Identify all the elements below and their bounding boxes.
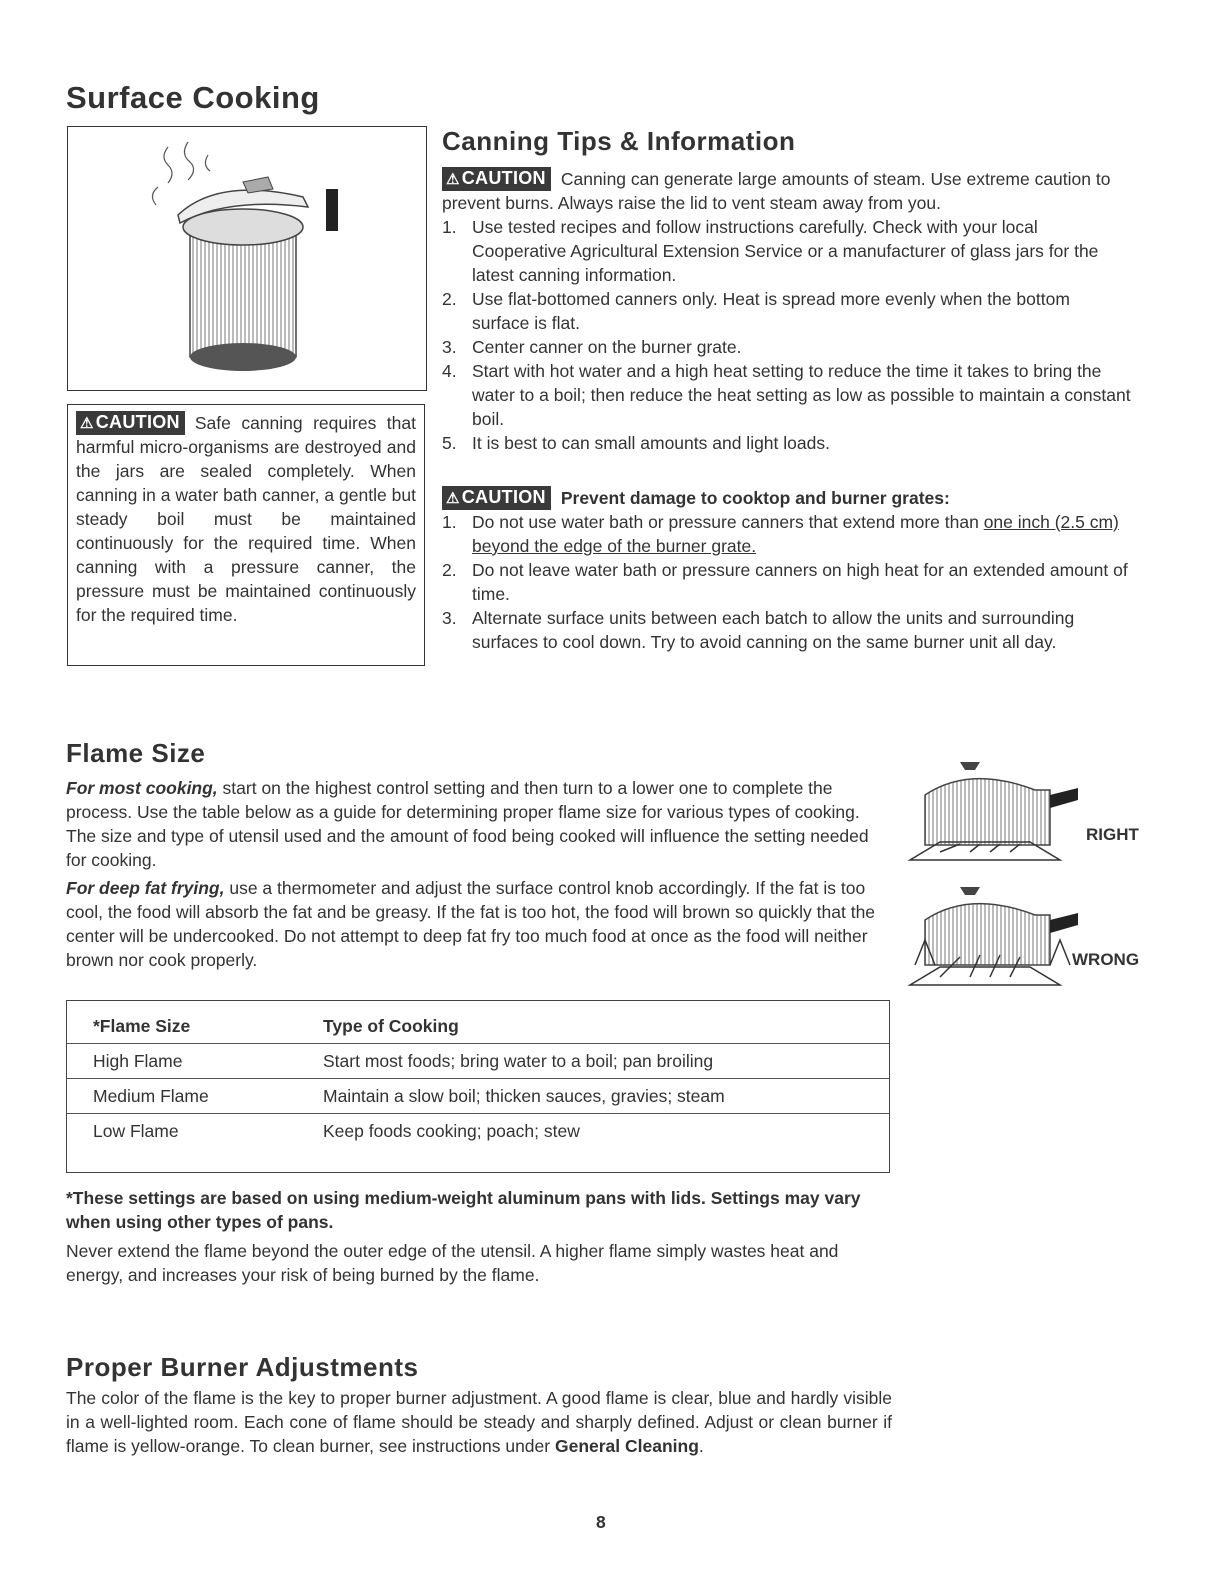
warning-icon: ⚠	[446, 490, 460, 507]
list-text: It is best to can small amounts and light loads.	[472, 433, 830, 453]
sidebar-caution-box	[67, 404, 425, 666]
damage-caution-heading	[442, 486, 1132, 510]
list-item	[442, 335, 1132, 359]
list-item	[442, 510, 1132, 558]
warning-icon: ⚠	[80, 415, 94, 432]
flame-never-text: Never extend the flame beyond the outer edge of the utensil. A higher flame simply wastes heat and energy, and increases your risk of being burned by the flame.	[66, 1241, 839, 1285]
wrong-flame-pan-illustration	[900, 885, 1080, 995]
canner-pot-illustration	[68, 127, 426, 390]
table-row	[67, 1079, 889, 1114]
list-text: Do not use water bath or pressure canners that extend more than	[472, 512, 984, 532]
list-item	[442, 287, 1132, 335]
flame-footnote: *These settings are based on using medium-weight aluminum pans with lids. Settings may vary when using other types of pans.	[66, 1188, 861, 1232]
list-item	[442, 431, 1132, 455]
flame-paragraph-2	[66, 876, 892, 972]
paragraph-lead: For most cooking,	[66, 778, 218, 798]
burner-text	[66, 1386, 892, 1458]
caution-label: CAUTION	[95, 412, 180, 432]
general-cleaning-ref: General Cleaning	[554, 1436, 699, 1456]
table-cell: Medium Flame	[67, 1079, 323, 1114]
caution-label: CAUTION	[461, 487, 546, 507]
table-header-row	[67, 1009, 889, 1044]
damage-list	[442, 510, 1132, 654]
caution-badge	[442, 486, 551, 510]
list-item	[442, 215, 1132, 287]
list-text: Alternate surface units between each batch to allow the units and surrounding surfaces to cool down. Try to avoid canning on the same burner unit all day.	[472, 608, 1075, 652]
list-text: Start with hot water and a high heat setting to reduce the time it takes to bring the water to a boil; then reduce the heat setting as low as possible to maintain a constant boil.	[472, 361, 1131, 429]
caution-label: CAUTION	[461, 168, 546, 188]
warning-icon: ⚠	[446, 171, 460, 188]
caution-badge	[442, 167, 551, 191]
sidebar-caution-text: Safe canning requires that harmful micro-organisms are destroyed and the jars are sealed completely. When canning in a water bath canner, a gentle but steady boil must be maintained continuously for the required time. When canning with a pressure canner, the pressure must be maintained continuously for the required time.	[76, 413, 416, 625]
flame-size-text	[66, 776, 892, 972]
damage-caution-block	[442, 486, 1132, 654]
table-cell: Start most foods; bring water to a boil; pan broiling	[323, 1044, 889, 1079]
canning-intro	[442, 167, 1132, 215]
damage-caution-text: Prevent damage to cooktop and burner grates:	[560, 488, 950, 508]
paragraph-text: start on the highest control setting and then turn to a lower one to complete the process. Use the table below as a guide for determining proper flame size for various types of cooking. The size and type of utensil used and the amount of food being cooked will influence the setting needed for cooking.	[66, 778, 869, 870]
burner-paragraph: The color of the flame is the key to proper burner adjustment. A good flame is clear, blue and hardly visible in a well-lighted room. Each cone of flame should be steady and sharply defined. Adjust or clean burner if flame is yellow-orange. To clean burner, see instructions under	[66, 1388, 892, 1456]
page-title: Surface Cooking	[66, 80, 320, 115]
table-row	[67, 1044, 889, 1079]
list-number: 3.	[442, 608, 457, 628]
list-item	[442, 558, 1132, 606]
list-text: Use flat-bottomed canners only. Heat is spread more evenly when the bottom surface is flat.	[472, 289, 1070, 333]
list-number: 3.	[442, 337, 457, 357]
list-text-underlined: one inch (2.5 cm) beyond the edge of the burner grate.	[472, 512, 1119, 556]
list-text: Do not leave water bath or pressure canners on high heat for an extended amount of time.	[472, 560, 1128, 604]
paragraph-text: use a thermometer and adjust the surface control knob accordingly. If the fat is too cool, the food will absorb the fat and be greasy. If the fat is too hot, the food will brown so quickly that the center will be undercooked. Do not attempt to deep fat fry too much food at once as the food will neither brown nor cook properly.	[66, 878, 876, 970]
list-number: 1.	[442, 512, 457, 532]
canning-intro-text: Canning can generate large amounts of steam. Use extreme caution to prevent burns. Always raise the lid to vent steam away from you.	[442, 169, 1111, 213]
paragraph-lead: For deep fat frying,	[66, 878, 225, 898]
canning-tips-block	[442, 167, 1132, 455]
wrong-label: WRONG	[1072, 950, 1140, 969]
right-label: RIGHT	[1086, 825, 1139, 844]
list-number: 5.	[442, 433, 457, 453]
table-header: *Flame Size	[67, 1009, 323, 1044]
table-cell: Maintain a slow boil; thicken sauces, gravies; steam	[323, 1079, 889, 1114]
flame-size-table	[67, 1009, 889, 1148]
list-text: Center canner on the burner grate.	[472, 337, 742, 357]
list-item	[442, 606, 1132, 654]
canner-illustration-box	[67, 126, 427, 391]
flame-paragraph-1	[66, 776, 892, 872]
table-header: Type of Cooking	[323, 1009, 889, 1044]
list-number: 4.	[442, 361, 457, 381]
canning-heading: Canning Tips & Information	[442, 126, 796, 156]
right-flame-pan-illustration	[900, 760, 1080, 870]
table-cell: Low Flame	[93, 1120, 179, 1141]
table-row	[67, 1114, 889, 1149]
table-cell: High Flame	[67, 1044, 323, 1079]
burner-heading: Proper Burner Adjustments	[66, 1352, 419, 1382]
table-cell: Keep foods cooking; poach; stew	[323, 1120, 580, 1141]
flame-size-heading: Flame Size	[66, 738, 206, 768]
page-number: 8	[596, 1512, 606, 1532]
caution-badge	[76, 411, 185, 435]
burner-paragraph-end: .	[698, 1436, 704, 1456]
canning-tips-list	[442, 215, 1132, 455]
list-number: 1.	[442, 217, 457, 237]
list-number: 2.	[442, 289, 457, 309]
list-text: Use tested recipes and follow instructions carefully. Check with your local Cooperative Agricultural Extension Service or a manufacturer of glass jars for the latest canning information.	[472, 217, 1099, 285]
list-item	[442, 359, 1132, 431]
list-number: 2.	[442, 560, 457, 580]
flame-size-table-box	[66, 1000, 890, 1173]
